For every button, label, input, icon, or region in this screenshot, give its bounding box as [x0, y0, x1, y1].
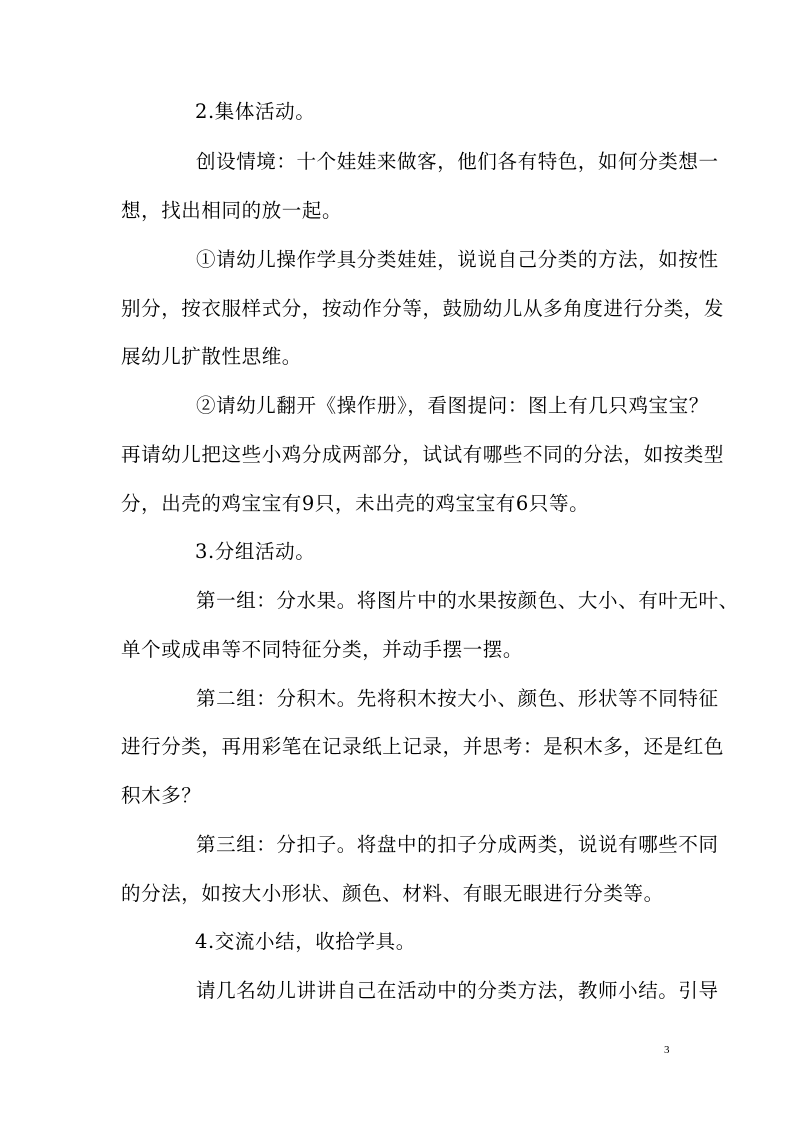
section-heading-collective-activity: 2.集体活动。 — [195, 100, 316, 123]
paragraph-line: 第一组：分水果。将图片中的水果按颜色、大小、有叶无叶、 — [196, 589, 739, 612]
paragraph-line: ②请幼儿翻开《操作册》，看图提问：图上有几只鸡宝宝？ — [196, 394, 709, 417]
paragraph-line: 分，出壳的鸡宝宝有9只，未出壳的鸡宝宝有6只等。 — [121, 492, 590, 515]
paragraph-line: 想，找出相同的放一起。 — [121, 199, 343, 222]
paragraph-line: 别分，按衣服样式分，按动作分等，鼓励幼儿从多角度进行分类，发 — [121, 297, 725, 320]
paragraph-line: 第二组：分积木。先将积木按大小、颜色、形状等不同特征 — [196, 687, 719, 710]
section-heading-group-activity: 3.分组活动。 — [195, 540, 316, 563]
section-heading-summary: 4.交流小结，收拾学具。 — [195, 930, 416, 953]
paragraph-line: 的分法，如按大小形状、颜色、材料、有眼无眼进行分类等。 — [121, 882, 664, 905]
paragraph-line: 展幼儿扩散性思维。 — [121, 345, 302, 368]
paragraph-line: 单个或成串等不同特征分类，并动手摆一摆。 — [121, 638, 524, 661]
paragraph-line: ①请幼儿操作学具分类娃娃，说说自己分类的方法，如按性 — [196, 248, 719, 271]
paragraph-line: 第三组：分扣子。将盘中的扣子分成两类，说说有哪些不同 — [196, 833, 719, 856]
paragraph-line: 请几名幼儿讲讲自己在活动中的分类方法，教师小结。引导 — [196, 979, 719, 1002]
paragraph-line: 创设情境：十个娃娃来做客，他们各有特色，如何分类想一 — [196, 150, 719, 173]
paragraph-line: 积木多？ — [121, 784, 202, 807]
paragraph-line: 进行分类，再用彩笔在记录纸上记录，并思考：是积木多，还是红色 — [121, 735, 725, 758]
page-number: 3 — [664, 1044, 670, 1056]
paragraph-line: 再请幼儿把这些小鸡分成两部分，试试有哪些不同的分法，如按类型 — [121, 443, 725, 466]
